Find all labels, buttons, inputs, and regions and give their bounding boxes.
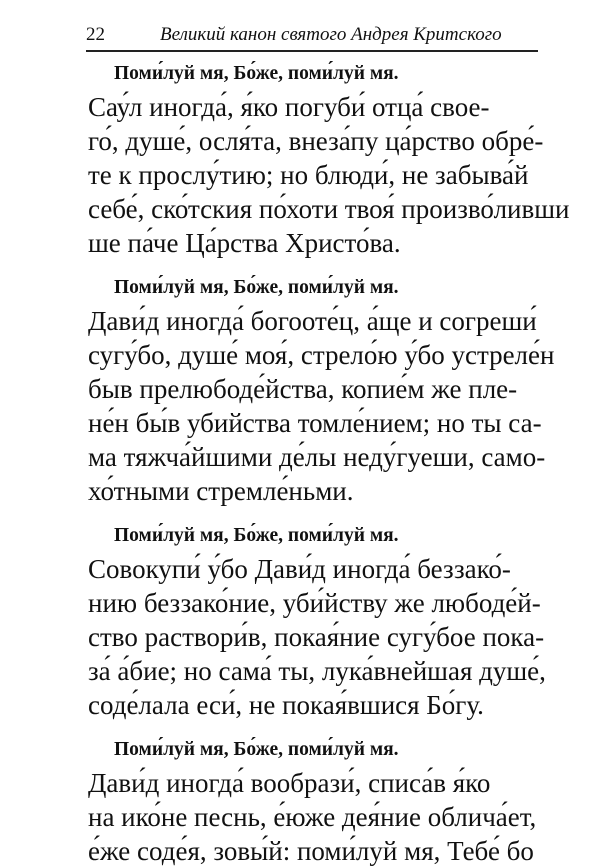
stanza <box>88 552 600 722</box>
stanza-line: Дави́д иногда́ богооте́ц, а́ще и согреши́ <box>88 306 537 336</box>
stanza-line: на ико́не песнь, е́юже дея́ние облича́ет, <box>88 802 537 832</box>
stanza-line: сугу́бо, душе́ моя́, стрело́ю у́бо устреле́н <box>88 340 555 370</box>
stanza-line: себе́, ско́тския по́хоти твоя́ произво́ливши <box>88 194 570 224</box>
refrain: Поми́луй мя, Бо́же, поми́луй мя. <box>114 525 399 546</box>
running-title: Великий канон святого Андрея Критского <box>160 24 502 45</box>
stanza <box>88 90 600 260</box>
stanza-line: не́н бы́в убийства томле́нием; но ты са- <box>88 408 542 438</box>
header-rule <box>86 50 538 52</box>
stanza-line: хо́тными стремле́ньми. <box>88 476 354 506</box>
stanza-line: ше па́че Ца́рства Христо́ва. <box>88 228 401 258</box>
stanza-line: Дави́д иногда́ вообрази́, списа́в я́ко <box>88 768 491 798</box>
refrain: Поми́луй мя, Бо́же, поми́луй мя. <box>114 739 399 760</box>
refrain: Поми́луй мя, Бо́же, поми́луй мя. <box>114 277 399 298</box>
stanza-line: е́же соде́я, зовы́й: поми́луй мя, Тебе́ бо <box>88 836 534 866</box>
stanza-line: Совокупи́ у́бо Дави́д иногда́ беззако́- <box>88 554 511 584</box>
stanza <box>88 766 600 868</box>
page-number: 22 <box>86 24 105 45</box>
stanza-line: те к прослу́тию; но блюди́, не забыва́й <box>88 160 529 190</box>
stanza-line: за́ а́бие; но сама́ ты, лука́внейшая душе́, <box>88 656 546 686</box>
stanza-line: Сау́л иногда́, я́ко погуби́ отца́ свое- <box>88 92 490 122</box>
stanza-line: нию беззако́ние, уби́йству же любоде́й- <box>88 588 541 618</box>
stanza-line: быв прелюбоде́йства, копие́м же пле- <box>88 374 518 404</box>
stanza-line: ство раствори́в, покая́ние сугу́бое пока- <box>88 622 545 652</box>
running-head <box>86 22 542 48</box>
page-content <box>0 58 600 868</box>
stanza-line: ма тяжча́йшими де́лы неду́гуеши, само- <box>88 442 546 472</box>
stanza-line: соде́лала еси́, не покая́вшися Бо́гу. <box>88 690 484 720</box>
stanza-line: го́, душе́, осля́та, внеза́пу ца́рство обре́- <box>88 126 544 156</box>
stanza <box>88 304 600 508</box>
refrain: Поми́луй мя, Бо́же, поми́луй мя. <box>114 63 399 84</box>
